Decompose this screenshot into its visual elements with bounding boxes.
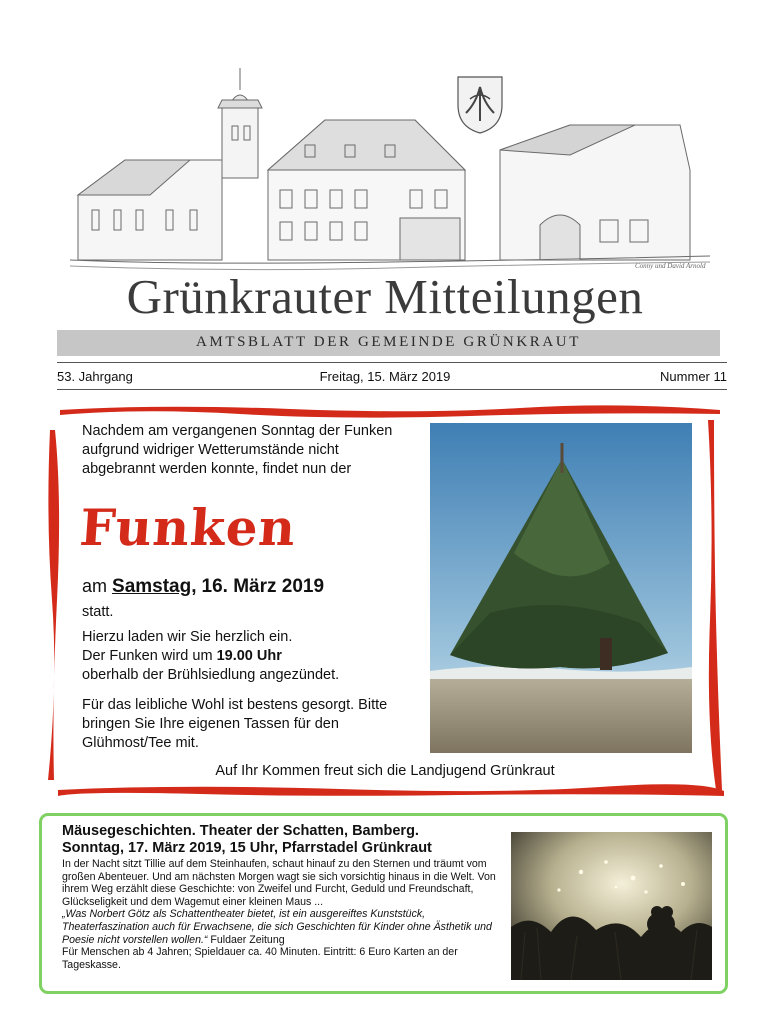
invite-line-2-text: Der Funken wird um xyxy=(82,648,213,664)
issue-number: Nummer 11 xyxy=(660,369,727,384)
funken-headline: Funken xyxy=(77,498,299,557)
svg-text:Conny und David Arnold: Conny und David Arnold xyxy=(635,262,706,270)
theater-description: In der Nacht sitzt Tillie auf dem Steinhaufen, schaut hinauf zu den Sternen und träumt vom großen Abenteuer. Und am nächsten Morgen wagt sie sich vorsichtig hinaus in die Welt. Von ihrem Weg erzählt diese Geschichte: von Zweifel und Furcht, Geduld und Freundschaft, Glückseligkeit und dem Wagemut einer kleinen Maus ... xyxy=(62,858,496,908)
date-prefix: am xyxy=(82,576,108,596)
invite-time: 19.00 Uhr xyxy=(216,648,282,664)
funken-intro-text: Nachdem am vergangenen Sonntag der Funken aufgrund widriger Wetterumstände nicht abgebrannt werden konnte, findet nun der xyxy=(82,423,393,477)
publication-subtitle: AMTSBLATT DER GEMEINDE GRÜNKRAUT xyxy=(195,334,581,350)
coat-of-arms xyxy=(458,77,502,133)
invite-line-3: oberhalb der Brühlsiedlung angezündet. xyxy=(82,667,340,683)
theater-date-venue: Sonntag, 17. März 2019, 15 Uhr, Pfarrstadel Grünkraut xyxy=(62,840,432,856)
issue-date: Freitag, 15. März 2019 xyxy=(319,369,451,384)
invite-line-2 xyxy=(82,647,402,666)
masthead-illustration xyxy=(70,60,710,275)
theater-body xyxy=(62,858,502,971)
date-day: 16. März 2019 xyxy=(201,576,325,597)
issue-rule-bottom xyxy=(57,389,727,390)
shadow-theater-photo xyxy=(511,832,712,980)
theater-quote-source: Fuldaer Zeitung xyxy=(210,933,285,946)
invite-line-1: Hierzu laden wir Sie herzlich ein. xyxy=(82,629,293,645)
funken-sign-off: Auf Ihr Kommen freut sich die Landjugend Grünkraut xyxy=(215,763,555,779)
funken-food-text: Für das leibliche Wohl ist bestens gesorgt. Bitte bringen Sie Ihre eigenen Tassen für den Glühmost/Tee mit. xyxy=(82,697,388,751)
funken-date-line xyxy=(82,576,324,598)
subtitle-bar xyxy=(57,330,720,356)
theater-title: Mäusegeschichten. Theater der Schatten, Bamberg. xyxy=(62,823,419,839)
issue-year: 53. Jahrgang xyxy=(57,369,133,384)
theater-quote: „Was Norbert Götz als Schattentheater bietet, ist ein ausgereiftes Kunststück, Theaterfaszination auch für Erwachsene, die sich Geschichten für Kinder ohne Ästhetik und Poesie nicht vorstellen wollen.“ xyxy=(62,908,492,946)
funken-bonfire-photo xyxy=(430,423,692,753)
funken-invite-text xyxy=(82,628,402,685)
publication-title: Grünkrauter Mitteilungen xyxy=(126,269,644,324)
date-weekday: Samstag, xyxy=(112,576,197,597)
issue-rule-top xyxy=(57,362,727,363)
theater-details: Für Menschen ab 4 Jahren; Spieldauer ca. 40 Minuten. Eintritt: 6 Euro Karten an der Tageskasse. xyxy=(62,946,458,971)
funken-statt: statt. xyxy=(82,604,114,620)
